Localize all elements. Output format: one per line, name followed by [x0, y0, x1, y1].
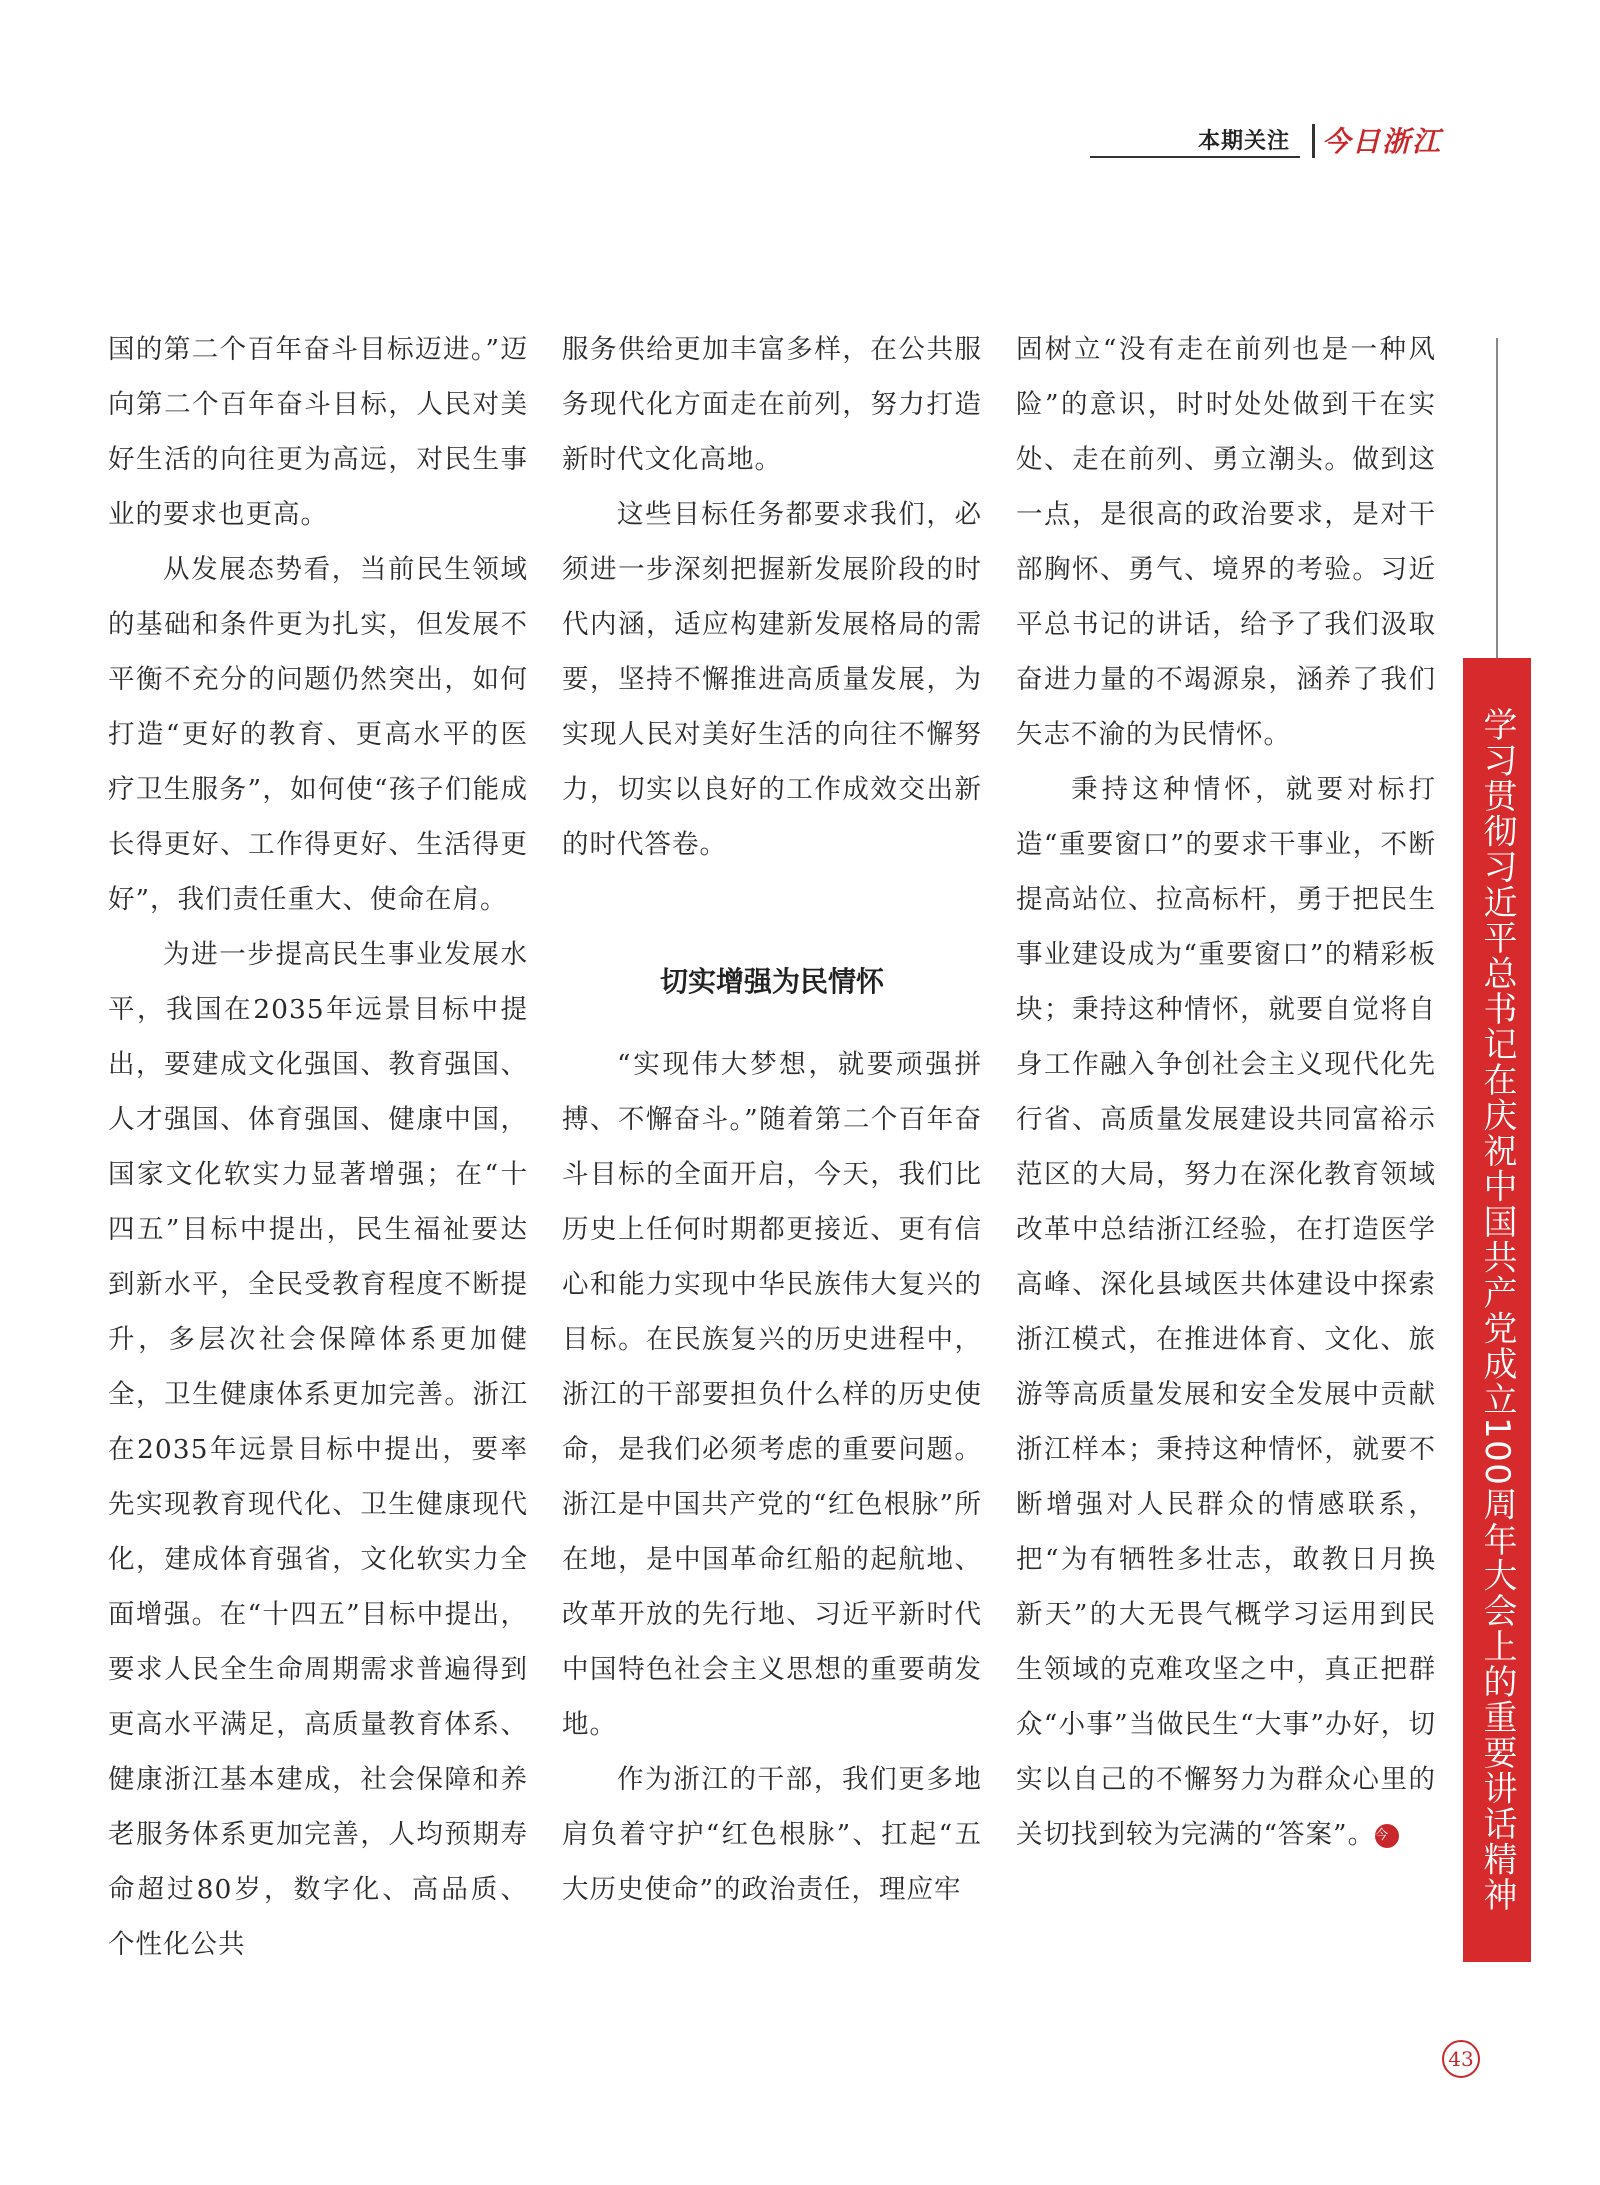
section-subheading: 切实增强为民情怀	[659, 965, 884, 998]
section-label: 本期关注	[1198, 129, 1291, 154]
paragraph: 服务供给更加丰富多样，在公共服务现代化方面走在前列，努力打造新时代文化高地。	[562, 334, 982, 475]
paragraph: 作为浙江的干部，我们更多地肩负着守护“红色根脉”、扛起“五大历史使命”的政治责任，理应牢	[562, 1764, 982, 1905]
magazine-logo: 今日浙江	[1322, 125, 1443, 158]
paragraph	[1016, 762, 1436, 1862]
header-rule	[1090, 156, 1300, 158]
paragraph: “实现伟大梦想，就要顽强拼搏、不懈奋斗。”随着第二个百年奋斗目标的全面开启，今天，我们比历史上任何时期都更接近、更有信心和能力实现中华民族伟大复兴的目标。在民族复兴的历史进程中，浙江的干部要担负什么样的历史使命，是我们必须考虑的重要问题。浙江是中国共产党的“红色根脉”所在地，是中国革命红船的起航地、改革开放的先行地、习近平新时代中国特色社会主义思想的重要萌发地。	[562, 1049, 982, 1740]
paragraph-text: 秉持这种情怀，就要对标打造“重要窗口”的要求干事业，不断提高站位、拉高标杆，勇于把民生事业建设成为“重要窗口”的精彩板块；秉持这种情怀，就要自觉将自身工作融入争创社会主义现代化先行省、高质量发展建设共同富裕示范区的大局，努力在深化教育领域改革中总结浙江经验，在打造医学高峰、深化县域医共体建设中探索浙江模式，在推进体育、文化、旅游等高质量发展和安全发展中贡献浙江样本；秉持这种情怀，就要不断增强对人民群众的情感联系，把“为有牺牲多壮志，敢教日月换新天”的大无畏气概学习运用到民生领域的克难攻坚之中，真正把群众“小事”当做民生“大事”办好，切实以自己的不懈努力为群众心里的关切找到较为完满的“答案”。	[1016, 774, 1436, 1850]
paragraph: 国的第二个百年奋斗目标迈进。”迈向第二个百年奋斗目标，人民对美好生活的向往更为高远，对民生事业的要求也更高。	[108, 334, 528, 530]
paragraph: 固树立“没有走在前列也是一种风险”的意识，时时处处做到干在实处、走在前列、勇立潮头。做到这一点，是很高的政治要求，是对干部胸怀、勇气、境界的考验。习近平总书记的讲话，给予了我们汲取奋进力量的不竭源泉，涵养了我们矢志不渝的为民情怀。	[1016, 334, 1436, 750]
paragraph: 这些目标任务都要求我们，必须进一步深刻把握新发展阶段的时代内涵，适应构建新发展格局的需要，坚持不懈推进高质量发展，为实现人民对美好生活的向往不懈努力，切实以良好的工作成效交出新的时代答卷。	[562, 499, 982, 860]
article-column-1	[108, 322, 528, 1972]
side-banner: 学习贯彻习近平总书记在庆祝中国共产党成立100周年大会上的重要讲话精神	[1463, 658, 1531, 1962]
page-header	[1090, 120, 1450, 160]
page-number: 43	[1442, 2040, 1480, 2078]
article-end-icon: 今	[1375, 1824, 1399, 1848]
article-column-3	[1016, 322, 1436, 1862]
paragraph: 从发展态势看，当前民生领域的基础和条件更为扎实，但发展不平衡不充分的问题仍然突出，如何打造“更好的教育、更高水平的医疗卫生服务”，如何使“孩子们能成长得更好、工作得更好、生活得更好”，我们责任重大、使命在肩。	[108, 554, 528, 915]
article-column-2	[562, 322, 982, 1917]
paragraph: 为进一步提高民生事业发展水平，我国在2035年远景目标中提出，要建成文化强国、教育强国、人才强国、体育强国、健康中国，国家文化软实力显著增强；在“十四五”目标中提出，民生福祉要达到新水平，全民受教育程度不断提升，多层次社会保障体系更加健全，卫生健康体系更加完善。浙江在2035年远景目标中提出，要率先实现教育现代化、卫生健康现代化，建成体育强省，文化软实力全面增强。在“十四五”目标中提出，要求人民全生命周期需求普遍得到更高水平满足，高质量教育体系、健康浙江基本建成，社会保障和养老服务体系更加完善，人均预期寿命超过80岁，数字化、高品质、个性化公共	[108, 939, 528, 1960]
header-divider	[1312, 124, 1315, 158]
side-rule	[1496, 338, 1498, 658]
